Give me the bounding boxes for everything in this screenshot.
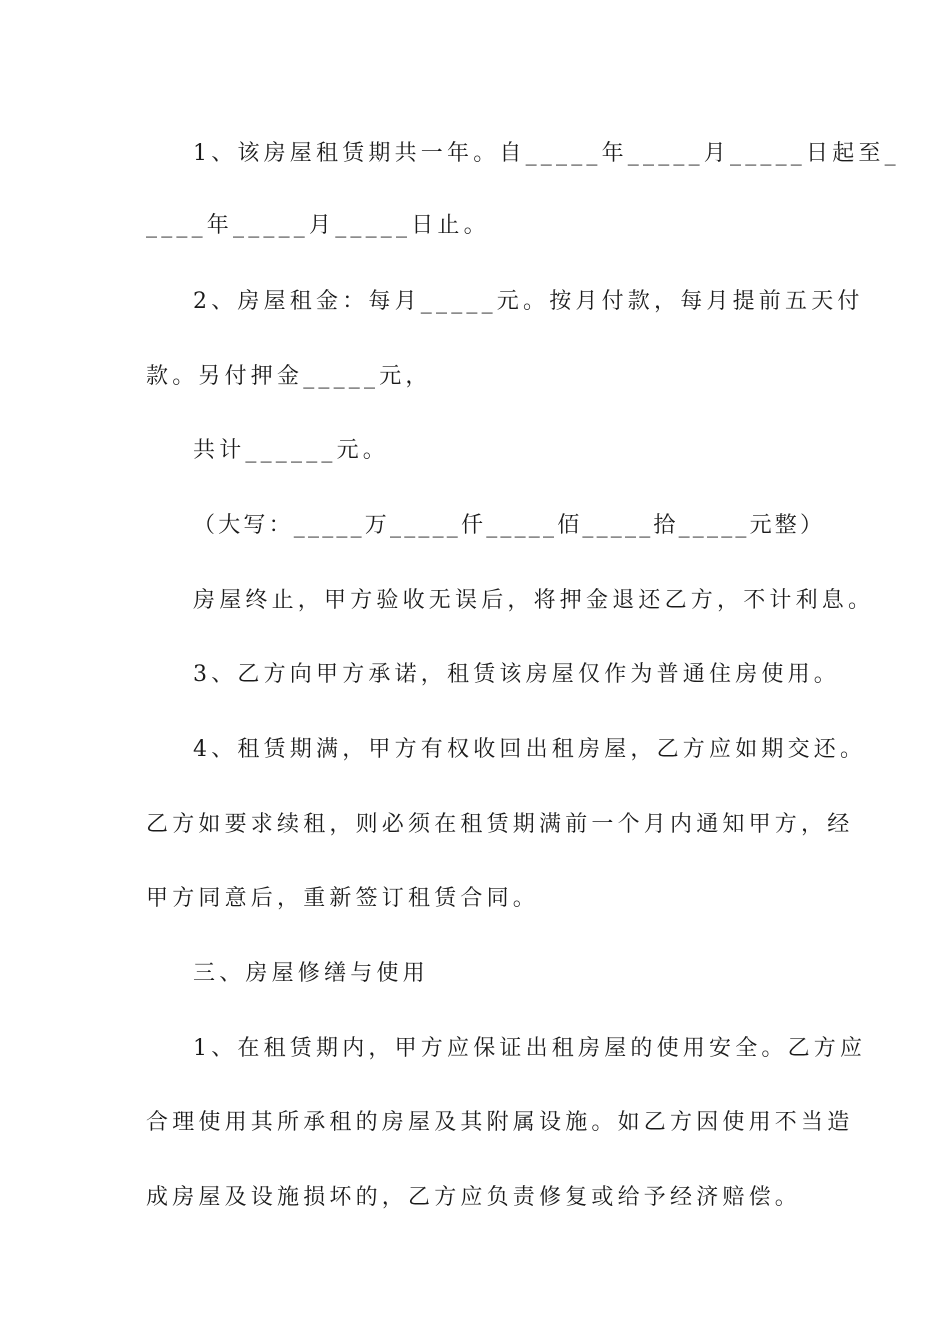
section-3-clause-1-line-1: 1、在租赁期内，甲方应保证出租房屋的使用安全。乙方应 xyxy=(193,1036,867,1061)
section-3-clause-1-line-3: 成房屋及设施损坏的，乙方应负责修复或给予经济赔偿。 xyxy=(146,1185,802,1210)
clause-4-line-3: 甲方同意后，重新签订租赁合同。 xyxy=(146,886,540,911)
section-3-clause-1-line-2: 合理使用其所承租的房屋及其附属设施。如乙方因使用不当造 xyxy=(146,1110,854,1135)
clause-2-line-1: 2、房屋租金：每月_____元。按月付款，每月提前五天付 xyxy=(193,289,864,314)
amount-in-words-line: （大写：_____万_____仟_____佰_____拾_____元整） xyxy=(193,513,826,538)
clause-3-line: 3、乙方向甲方承诺，租赁该房屋仅作为普通住房使用。 xyxy=(193,662,840,687)
total-amount-line: 共计______元。 xyxy=(193,438,390,463)
clause-4-line-1: 4、租赁期满，甲方有权收回出租房屋，乙方应如期交还。 xyxy=(193,737,867,762)
clause-1-line-1: 1、该房屋租赁期共一年。自_____年_____月_____日起至_ xyxy=(193,141,900,166)
section-3-heading: 三、房屋修缮与使用 xyxy=(193,961,429,986)
clause-2-line-2: 款。另付押金_____元， xyxy=(146,364,432,389)
clause-4-line-2: 乙方如要求续租，则必须在租赁期满前一个月内通知甲方，经 xyxy=(146,812,854,837)
deposit-refund-line: 房屋终止，甲方验收无误后，将押金退还乙方，不计利息。 xyxy=(193,588,875,613)
clause-1-line-2: ____年_____月_____日止。 xyxy=(146,213,490,238)
